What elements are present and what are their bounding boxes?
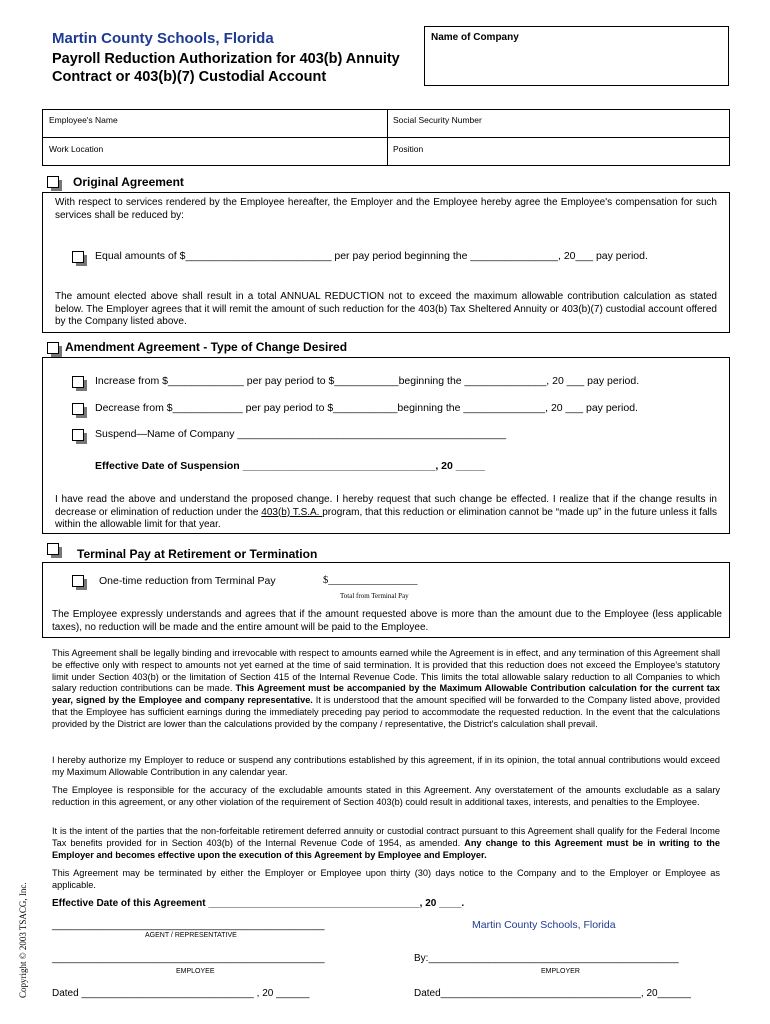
amendment-body-post: program, that this reduction or elimination cannot be “made up” in the future unless it falls within the allowable limit for that year. bbox=[55, 506, 717, 530]
legal-paragraph-1 bbox=[52, 648, 720, 731]
terminal-amount-caption: Total from Terminal Pay bbox=[340, 592, 409, 600]
form-title bbox=[52, 50, 422, 86]
amendment-body-pre: I have read the above and understand the proposed change. I hereby request that such change be effected. I realize that if the change results in decrease or elimination of reduction under the bbox=[55, 494, 717, 518]
decrease-line: Decrease from $____________ per pay period to $___________beginning the ______________, 20 ___ pay period. bbox=[95, 402, 638, 414]
terminal-pay-checkbox[interactable] bbox=[47, 543, 63, 559]
increase-line: Increase from $_____________ per pay period to $___________beginning the ______________, 20 ___ pay period. bbox=[95, 375, 640, 387]
terminal-body: The Employee expressly understands and agrees that if the amount requested above is more than the amount due to the Employee (less applicable taxes), no reduction will be made and the entire amount will be paid to the Employee. bbox=[52, 609, 722, 633]
suspend-checkbox[interactable] bbox=[72, 429, 88, 445]
increase-checkbox[interactable] bbox=[72, 376, 88, 392]
work-location-field[interactable]: Work Location bbox=[49, 144, 104, 154]
employee-info-table bbox=[42, 109, 730, 166]
legal-paragraph-2: I hereby authorize my Employer to reduce or suspend any contributions established by this agreement, if in its opinion, the total annual contributions would exceed my Maximum Allowable Contribution in any calendar year. bbox=[52, 755, 720, 777]
employee-label: EMPLOYEE bbox=[176, 968, 215, 975]
legal-p1-bold: This Agreement must be accompanied by the Maximum Allowable Contribution calculation for the current tax year, signed by the Employee and company representative. bbox=[52, 683, 720, 706]
agreement-effective-date[interactable]: Effective Date of this Agreement ______________________________________, 20 ____. bbox=[52, 898, 465, 909]
employer-dated-line[interactable]: Dated____________________________________, 20______ bbox=[414, 988, 691, 999]
original-agreement-checkbox[interactable] bbox=[47, 176, 63, 192]
school-signature-name: Martin County Schools, Florida bbox=[472, 919, 616, 931]
position-field[interactable]: Position bbox=[393, 144, 424, 154]
company-name-field[interactable] bbox=[424, 26, 729, 86]
ssn-field[interactable]: Social Security Number bbox=[393, 115, 482, 125]
form-title-line1: Payroll Reduction Authorization for 403(b) Annuity bbox=[52, 51, 400, 67]
terminal-pay-title: Terminal Pay at Retirement or Termination bbox=[77, 547, 318, 561]
legal-paragraph-4 bbox=[52, 826, 720, 861]
legal-paragraph-5: This Agreement may be terminated by either the Employer or Employee upon thirty (30) days notice to the Company and to the Employer or Employee as applicable. bbox=[52, 868, 720, 890]
org-title: Martin County Schools, Florida bbox=[52, 30, 274, 47]
terminal-amount-field[interactable]: $_________________ bbox=[323, 575, 418, 586]
legal-p4-pre: It is the intent of the parties that the non-forfeitable retirement deferred annuity or custodial contract pursuant to this Agreement shall qualify for the Federal Income Tax benefits provided for in Section 403(b) of the Internal Revenue Code of 1954, as amended. bbox=[52, 826, 720, 848]
legal-p1-pre: This Agreement shall be legally binding and irrevocable with respect to amounts earned while the Agreement is in effect, and any termination of this Agreement shall be effective only with respect to amounts not yet earned at the time of said termination. It is provided that this reduction does not exceed the Employee's statutory limit under Section 403(b) or the limitation of Section 415 of the Internal Revenue Code. This limits the total allowable salary reduction to all Companies to which salary reduction contributions can be made. bbox=[52, 648, 720, 694]
company-name-label: Name of Company bbox=[431, 32, 519, 43]
agent-signature-line[interactable]: _________________________________________________ bbox=[52, 920, 325, 931]
suspend-line: Suspend—Name of Company ______________________________________________ bbox=[95, 428, 507, 440]
decrease-checkbox[interactable] bbox=[72, 403, 88, 419]
tsa-program-link: 403(b) T.S.A. bbox=[261, 506, 323, 518]
amendment-checkbox[interactable] bbox=[47, 342, 63, 358]
original-intro: With respect to services rendered by the Employee hereafter, the Employer and the Employee hereby agree the Employee's compensation for such services shall be reduced by: bbox=[55, 197, 717, 221]
amendment-title: Amendment Agreement - Type of Change Desired bbox=[65, 340, 348, 354]
copyright-notice: Copyright © 2003 TSACG, Inc. bbox=[18, 882, 28, 998]
legal-p1-post: It is understood that the amount specified will be forwarded to the Company listed above, provided that the Employee has sufficient earnings during the immediately preceding pay period to accommodate the requested reduction. In the event that the calculations provided by the District are lower than the calculations provided by the company / representative, the District's calculation shall prevail. bbox=[52, 695, 721, 729]
one-time-label: One-time reduction from Terminal Pay bbox=[99, 575, 276, 587]
equal-amounts-checkbox[interactable] bbox=[72, 251, 88, 267]
one-time-checkbox[interactable] bbox=[72, 575, 88, 591]
agent-label: AGENT / REPRESENTATIVE bbox=[145, 932, 237, 939]
legal-p4-bold: Any change to this Agreement must be in writing to the Employer and becomes effective upon the execution of this Agreement by Employee and Employer. bbox=[52, 837, 720, 860]
original-agreement-title: Original Agreement bbox=[73, 175, 184, 189]
employee-signature-line[interactable]: _________________________________________________ bbox=[52, 953, 325, 964]
amendment-body bbox=[55, 494, 717, 532]
original-body: The amount elected above shall result in a total ANNUAL REDUCTION not to exceed the maximum allowable contribution calculation as stated below. The Employer agrees that it will remit the amount of such reduction for the 403(b) Tax Sheltered Annuity or 403(b)(7) custodial account offered by the Company listed above. bbox=[55, 291, 717, 327]
employer-label: EMPLOYER bbox=[541, 968, 580, 975]
equal-amounts-line: Equal amounts of $_________________________ per pay period beginning the _______________, 20___ pay period. bbox=[95, 250, 648, 262]
employee-dated-line[interactable]: Dated _______________________________ , 20 ______ bbox=[52, 988, 310, 999]
legal-paragraph-3: The Employee is responsible for the accuracy of the excludable amounts stated in this Agreement. Any overstatement of the amounts excludable as a salary reduction in this agreement, or any other violation of the requirement of Section 403(b) could result in additional taxes, interests, and penalties to the Employee. bbox=[52, 785, 720, 807]
employer-signature-line[interactable]: By:_____________________________________________ bbox=[414, 953, 679, 964]
employee-name-field[interactable]: Employee's Name bbox=[49, 115, 118, 125]
form-title-line2: Contract or 403(b)(7) Custodial Account bbox=[52, 69, 327, 85]
suspension-effective-date: Effective Date of Suspension _________________________________, 20 _____ bbox=[95, 460, 485, 472]
